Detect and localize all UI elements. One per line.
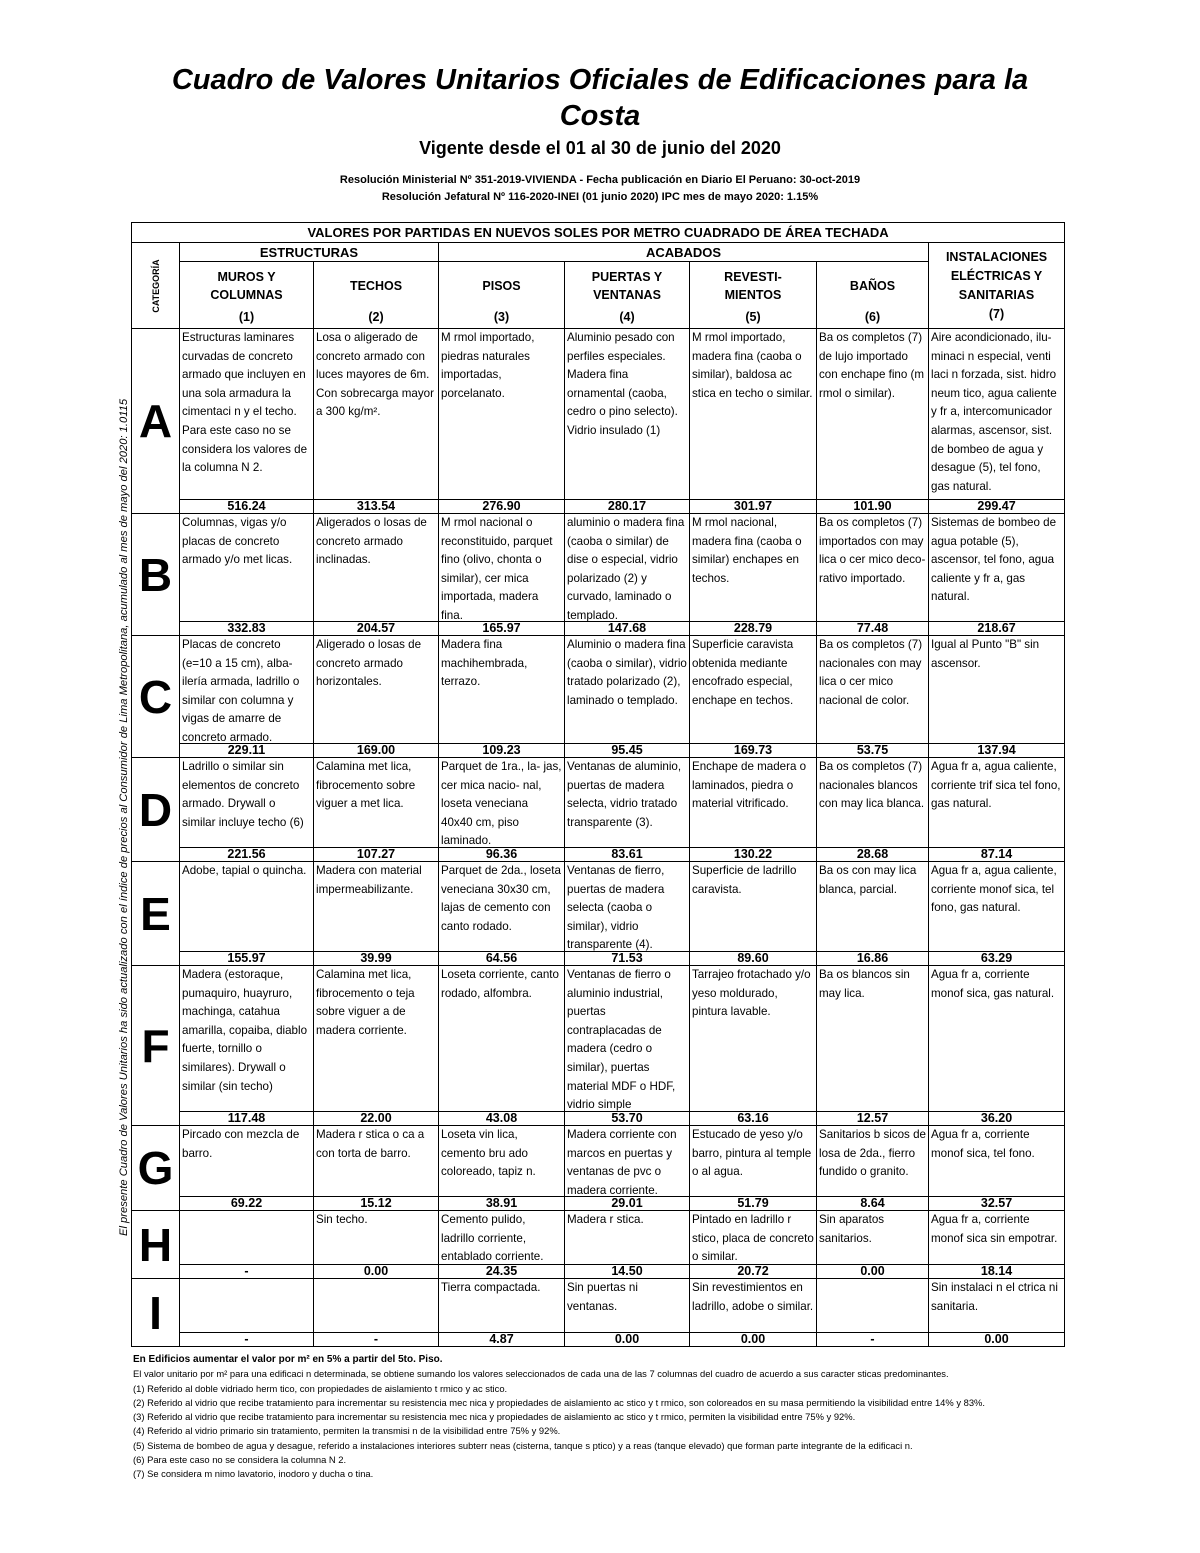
- description-cell: [690, 636, 817, 744]
- description-cell: [929, 862, 1065, 952]
- group-acabados: ACABADOS: [439, 243, 929, 262]
- value-cell: 229.11: [180, 744, 314, 758]
- value-cell: 83.61: [565, 848, 690, 862]
- description-text: Aligerados o losas de concreto armado inclinadas.: [316, 516, 427, 567]
- description-text: Ba os blancos sin may lica.: [819, 968, 910, 1000]
- footnote-line: (4) Referido al vidrio primario sin tratamiento, permiten la transmisi n de la visibilidad entre 75% y 92%.: [133, 1425, 561, 1437]
- footnote-line: (3) Referido al vidrio que recibe tratamiento para incrementar su resistencia mec nica y propiedades de aislamiento ac stico y t rmico, permiten la visibilidad entre 75% y 92%.: [133, 1411, 856, 1423]
- group-estructuras: ESTRUCTURAS: [180, 243, 439, 262]
- category-row-i: [132, 1279, 1065, 1333]
- description-text: Sin aparatos sanitarios.: [819, 1213, 885, 1245]
- value-row-c: [132, 744, 1065, 758]
- description-text: Ba os con may lica blanca, parcial.: [819, 864, 917, 896]
- value-cell: 89.60: [690, 952, 817, 966]
- category-row-f: [132, 966, 1065, 1112]
- description-cell: [439, 636, 565, 744]
- value-cell: 313.54: [314, 500, 439, 514]
- description-cell: [439, 514, 565, 622]
- description-cell: [180, 636, 314, 744]
- value-cell: 36.20: [929, 1112, 1065, 1126]
- column-header-6: [817, 262, 929, 329]
- value-row-a: [132, 500, 1065, 514]
- description-cell: [180, 966, 314, 1112]
- description-cell: [565, 636, 690, 744]
- category-row-g: [132, 1126, 1065, 1197]
- description-text: Tierra compactada.: [441, 1281, 541, 1294]
- value-cell: 299.47: [929, 500, 1065, 514]
- column-7-number: (7): [988, 306, 1005, 321]
- description-text: [819, 1279, 926, 1332]
- value-cell: -: [180, 1265, 314, 1279]
- description-text: Aluminio pesado con perfiles especiales. Madera fina ornamental (caoba, cedro o pino selecto). Vidrio insulado (1): [567, 331, 678, 437]
- value-cell: 64.56: [439, 952, 565, 966]
- description-cell: [180, 514, 314, 622]
- value-cell: 218.67: [929, 622, 1065, 636]
- description-cell: [439, 862, 565, 952]
- value-cell: 43.08: [439, 1112, 565, 1126]
- description-cell: [565, 966, 690, 1112]
- group-instalaciones: [929, 243, 1065, 329]
- footnote-line: (7) Se considera m nimo lavatorio, inodoro y ducha o tina.: [133, 1468, 374, 1480]
- description-text: Madera r stica o ca a con torta de barro.: [316, 1128, 425, 1160]
- category-header: [132, 243, 180, 329]
- description-text: M rmol nacional, madera fina (caoba o similar) enchapes en techos.: [692, 516, 802, 585]
- description-text: Agua fr a, corriente monof sica sin empotrar.: [931, 1213, 1058, 1245]
- description-cell: [180, 1126, 314, 1197]
- category-header-text: CATEGORÍA: [150, 258, 161, 313]
- description-cell: [180, 1211, 314, 1265]
- description-cell: [565, 1126, 690, 1197]
- footnote-line: El valor unitario por m² para una edificaci n determinada, se obtiene sumando los valores seleccionados de cada una de las 7 columnas del cuadro de acuerdo a sus caracter sticas predominantes.: [133, 1368, 949, 1380]
- column-header-3: [439, 262, 565, 329]
- footnote-line: (5) Sistema de bombeo de agua y desague, referido a instalaciones interiores subterr neas (cisterna, tanque s ptico) y a reas (tanque elevado) que forman parte integrante de la edificaci n.: [133, 1439, 913, 1451]
- description-cell: [439, 1211, 565, 1265]
- description-text: Cemento pulido, ladrillo corriente, entablado corriente.: [441, 1213, 544, 1264]
- column-header-number: (5): [745, 310, 761, 324]
- description-text: Sistemas de bombeo de agua potable (5), ascensor, tel fono, agua caliente y fr a, gas natural.: [931, 516, 1057, 604]
- value-cell: 87.14: [929, 848, 1065, 862]
- description-text: Sin revestimientos en ladrillo, adobe o similar.: [692, 1281, 814, 1313]
- value-cell: 8.64: [817, 1197, 929, 1211]
- description-cell: [439, 966, 565, 1112]
- description-cell: [929, 514, 1065, 622]
- resolution-ministerial: Resolución Ministerial Nº 351-2019-VIVIENDA - Fecha publicación en Diario El Peruano: 30-oct-2019: [339, 174, 861, 186]
- value-cell: 147.68: [565, 622, 690, 636]
- description-text: Sanitarios b sicos de losa de 2da., fierro fundido o granito.: [819, 1128, 926, 1179]
- description-text: Agua fr a, corriente monof sica, tel fono.: [931, 1128, 1035, 1160]
- description-cell: [314, 1279, 439, 1333]
- value-cell: 165.97: [439, 622, 565, 636]
- description-text: Calamina met lica, fibrocemento sobre viguer a met lica.: [316, 760, 416, 811]
- description-text: Agua fr a, corriente monof sica, gas natural.: [931, 968, 1055, 1000]
- description-text: Madera (estoraque, pumaquiro, huayruro, machinga, catahua amarilla, copaiba, diablo fuerte, tornillo o similares). Drywall o similar (sin techo): [182, 968, 308, 1093]
- column-header-name: PISOS: [482, 279, 521, 293]
- description-text: Ventanas de fierro o aluminio industrial, puertas contraplacadas de madera (cedro o similar), puertas material MDF o HDF, vidrio simple: [567, 968, 676, 1111]
- value-cell: 332.83: [180, 622, 314, 636]
- value-cell: 107.27: [314, 848, 439, 862]
- value-row-b: [132, 622, 1065, 636]
- value-row-e: [132, 952, 1065, 966]
- column-header-name: MUROS Y COLUMNAS: [210, 270, 283, 302]
- description-cell: [929, 329, 1065, 500]
- resolution-jefatural: Resolución Jefatural Nº 116-2020-INEI (01 junio 2020) IPC mes de mayo 2020: 1.15%: [381, 191, 819, 203]
- value-cell: 51.79: [690, 1197, 817, 1211]
- description-text: Ba os completos (7) de lujo importado con enchape fino (m rmol o similar).: [819, 331, 925, 400]
- description-cell: [180, 1279, 314, 1333]
- column-header-1: [180, 262, 314, 329]
- category-row-b: [132, 514, 1065, 622]
- footnote-line: En Edificios aumentar el valor por m² en 5% a partir del 5to. Piso.: [133, 1354, 443, 1365]
- description-text: Enchape de madera o laminados, piedra o material vitrificado.: [692, 760, 807, 811]
- description-cell: [565, 862, 690, 952]
- description-text: Losa o aligerado de concreto armado con luces mayores de 6m. Con sobrecarga mayor a 300 kg/m².: [316, 331, 434, 419]
- value-cell: 0.00: [565, 1333, 690, 1347]
- value-row-h: [132, 1265, 1065, 1279]
- description-cell: [314, 862, 439, 952]
- category-letter: A: [132, 329, 180, 514]
- description-text: Madera con material impermeabilizante.: [316, 864, 422, 896]
- description-text: Aligerado o losas de concreto armado horizontales.: [316, 638, 422, 689]
- description-text: Ladrillo o similar sin elementos de concreto armado. Drywall o similar incluye techo (6): [182, 760, 304, 829]
- value-cell: 0.00: [314, 1265, 439, 1279]
- value-cell: 24.35: [439, 1265, 565, 1279]
- description-text: Pintado en ladrillo r stico, placa de concreto o similar.: [692, 1213, 814, 1264]
- description-text: Estucado de yeso y/o barro, pintura al temple o al agua.: [692, 1128, 812, 1179]
- category-letter: B: [132, 514, 180, 636]
- column-header-name: REVESTI-MIENTOS: [724, 270, 782, 302]
- column-header-name: BAÑOS: [849, 279, 896, 293]
- description-cell: [690, 329, 817, 500]
- column-header-number: (3): [493, 310, 510, 324]
- description-cell: [314, 966, 439, 1112]
- category-letter: C: [132, 636, 180, 758]
- value-cell: 169.00: [314, 744, 439, 758]
- value-cell: 4.87: [439, 1333, 565, 1347]
- description-cell: [817, 329, 929, 500]
- value-cell: 32.57: [929, 1197, 1065, 1211]
- description-text: M rmol importado, madera fina (caoba o similar), baldosa ac stica en techo o similar.: [692, 331, 813, 400]
- value-cell: 71.53: [565, 952, 690, 966]
- value-cell: 69.22: [180, 1197, 314, 1211]
- footnote-line: (2) Referido al vidrio que recibe tratamiento para incrementar su resistencia mec nica y propiedades de aislamiento ac stico y t rmico, son coloreados en su masa permitiendo la visibilidad entre 14% y 83%.: [133, 1396, 985, 1408]
- description-cell: [314, 1211, 439, 1265]
- description-text: M rmol importado, piedras naturales importadas, porcelanato.: [441, 331, 535, 400]
- description-text: Madera corriente con marcos en puertas y ventanas de pvc o madera corriente.: [567, 1128, 677, 1196]
- description-text: Loseta vin lica, cemento bru ado coloreado, tapiz n.: [441, 1128, 536, 1179]
- description-cell: [690, 758, 817, 848]
- value-cell: 63.16: [690, 1112, 817, 1126]
- description-cell: [565, 329, 690, 500]
- description-text: Aire acondicionado, ilu- minaci n especial, venti laci n forzada, sist. hidro neum tico, agua caliente y fr a, intercomunicador alarmas, ascensor, sist. de bombeo de agua y desague (5), tel fono, gas natural.: [931, 331, 1057, 493]
- value-cell: 276.90: [439, 500, 565, 514]
- description-cell: [817, 1279, 929, 1333]
- description-cell: [565, 758, 690, 848]
- value-cell: 137.94: [929, 744, 1065, 758]
- description-cell: [929, 1211, 1065, 1265]
- value-cell: 169.73: [690, 744, 817, 758]
- description-text: Ventanas de fierro, puertas de madera selecta (caoba o similar), vidrio transparente (4).: [567, 864, 665, 951]
- column-header-2: [314, 262, 439, 329]
- description-text: Estructuras laminares curvadas de concreto armado que incluyen en una sola armadura la cimentaci n y el techo. Para este caso no se considera los valores de la columna N 2.: [182, 331, 308, 475]
- value-cell: 516.24: [180, 500, 314, 514]
- description-cell: [690, 1279, 817, 1333]
- description-text: Agua fr a, agua caliente, corriente trif sica tel fono, gas natural.: [931, 760, 1061, 811]
- description-text: [182, 1279, 311, 1332]
- description-text: [182, 1211, 311, 1264]
- description-cell: [929, 1279, 1065, 1333]
- description-cell: [690, 966, 817, 1112]
- description-cell: [690, 1126, 817, 1197]
- description-cell: [817, 966, 929, 1112]
- value-row-g: [132, 1197, 1065, 1211]
- value-cell: 15.12: [314, 1197, 439, 1211]
- category-letter: D: [132, 758, 180, 862]
- category-letter: I: [132, 1279, 180, 1347]
- value-cell: 280.17: [565, 500, 690, 514]
- column-header-number: (2): [368, 310, 384, 324]
- value-cell: 53.75: [817, 744, 929, 758]
- value-cell: 77.48: [817, 622, 929, 636]
- value-cell: 117.48: [180, 1112, 314, 1126]
- category-letter: E: [132, 862, 180, 966]
- description-cell: [690, 862, 817, 952]
- description-cell: [314, 636, 439, 744]
- description-cell: [314, 514, 439, 622]
- value-cell: 101.90: [817, 500, 929, 514]
- value-cell: 109.23: [439, 744, 565, 758]
- value-row-d: [132, 848, 1065, 862]
- column-header-number: (6): [864, 310, 881, 324]
- value-cell: 301.97: [690, 500, 817, 514]
- category-row-e: [132, 862, 1065, 952]
- category-letter: G: [132, 1126, 180, 1211]
- value-cell: 53.70: [565, 1112, 690, 1126]
- description-text: [316, 1279, 436, 1332]
- column-header-4: [565, 262, 690, 329]
- description-text: Sin techo.: [316, 1213, 368, 1226]
- description-cell: [929, 758, 1065, 848]
- description-cell: [817, 862, 929, 952]
- description-text: Parquet de 2da., loseta veneciana 30x30 cm, lajas de cemento con canto rodado.: [441, 864, 561, 933]
- value-cell: 22.00: [314, 1112, 439, 1126]
- description-cell: [690, 514, 817, 622]
- column-header-5: [690, 262, 817, 329]
- description-cell: [929, 636, 1065, 744]
- description-text: Superficie caravista obtenida mediante encofrado especial, enchape en techos.: [692, 638, 794, 707]
- description-text: Sin puertas ni ventanas.: [567, 1281, 638, 1313]
- description-cell: [817, 514, 929, 622]
- category-row-h: [132, 1211, 1065, 1265]
- page-title: [100, 62, 1100, 134]
- description-text: Ventanas de aluminio, puertas de madera selecta, vidrio tratado transparente (3).: [567, 760, 682, 829]
- description-text: Adobe, tapial o quincha.: [182, 864, 307, 877]
- value-row-i: [132, 1333, 1065, 1347]
- description-text: Agua fr a, agua caliente, corriente monof sica, tel fono, gas natural.: [931, 864, 1057, 915]
- value-cell: 12.57: [817, 1112, 929, 1126]
- description-text: Calamina met lica, fibrocemento o teja sobre viguer a de madera corriente.: [316, 968, 415, 1037]
- footnotes: [133, 1353, 1073, 1482]
- description-cell: [180, 329, 314, 500]
- description-cell: [929, 1126, 1065, 1197]
- description-text: Ba os completos (7) importados con may lica o cer mico deco- rativo importado.: [819, 516, 926, 585]
- value-row-f: [132, 1112, 1065, 1126]
- value-cell: 221.56: [180, 848, 314, 862]
- description-cell: [314, 329, 439, 500]
- description-text: Placas de concreto (e=10 a 15 cm), alba- ilería armada, ladrillo o similar con columna y vigas de amarre de concreto armado.: [182, 638, 300, 743]
- description-cell: [439, 1126, 565, 1197]
- description-text: Tarrajeo frotachado y/o yeso moldurado, pintura lavable.: [692, 968, 811, 1019]
- description-text: Madera fina machihembrada, terrazo.: [441, 638, 528, 689]
- value-cell: 63.29: [929, 952, 1065, 966]
- value-cell: 16.86: [817, 952, 929, 966]
- title-line-2: Costa: [559, 100, 641, 132]
- value-cell: -: [314, 1333, 439, 1347]
- description-cell: [439, 329, 565, 500]
- value-cell: 228.79: [690, 622, 817, 636]
- value-cell: 0.00: [929, 1333, 1065, 1347]
- value-cell: 96.36: [439, 848, 565, 862]
- description-text: Madera r stica.: [567, 1213, 644, 1226]
- description-cell: [314, 758, 439, 848]
- description-text: Igual al Punto "B" sin ascensor.: [931, 638, 1040, 670]
- value-cell: 0.00: [690, 1333, 817, 1347]
- value-cell: 155.97: [180, 952, 314, 966]
- description-cell: [817, 758, 929, 848]
- value-cell: -: [817, 1333, 929, 1347]
- values-table: [131, 222, 1065, 1347]
- description-text: Loseta corriente, canto rodado, alfombra.: [441, 968, 559, 1000]
- side-note-text: El presente Cuadro de Valores Unitarios ha sido actualizado con el índice de precios al Consumidor de Lima Metropolitana, acumulado al mes de mayo del 2020: 1.0115: [118, 398, 130, 1236]
- value-cell: 20.72: [690, 1265, 817, 1279]
- description-cell: [817, 1126, 929, 1197]
- description-cell: [439, 758, 565, 848]
- value-cell: 130.22: [690, 848, 817, 862]
- column-header-number: (4): [619, 310, 635, 324]
- column-header-name: PUERTAS Y VENTANAS: [591, 270, 663, 302]
- category-letter: F: [132, 966, 180, 1126]
- title-line-1: Cuadro de Valores Unitarios Oficiales de Edificaciones para la: [171, 64, 1029, 96]
- value-cell: 39.99: [314, 952, 439, 966]
- description-text: Sin instalaci n el ctrica ni sanitaria.: [931, 1281, 1058, 1313]
- value-cell: 95.45: [565, 744, 690, 758]
- value-cell: 14.50: [565, 1265, 690, 1279]
- description-cell: [314, 1126, 439, 1197]
- description-text: Pircado con mezcla de barro.: [182, 1128, 300, 1160]
- description-text: Columnas, vigas y/o placas de concreto armado y/o met licas.: [182, 516, 293, 567]
- category-row-c: [132, 636, 1065, 744]
- description-cell: [690, 1211, 817, 1265]
- description-cell: [817, 636, 929, 744]
- value-cell: 18.14: [929, 1265, 1065, 1279]
- description-text: Superficie de ladrillo caravista.: [692, 864, 797, 896]
- description-text: M rmol nacional o reconstituido, parquet fino (olivo, chonta o similar), cer mica importada, madera fina.: [441, 516, 553, 621]
- description-cell: [565, 514, 690, 622]
- description-text: Aluminio o madera fina (caoba o similar), vidrio tratado polarizado (2), laminado o templado.: [567, 638, 687, 707]
- page-subtitle: Vigente desde el 01 al 30 de junio del 2020: [419, 138, 781, 158]
- description-cell: [439, 1279, 565, 1333]
- value-cell: -: [180, 1333, 314, 1347]
- category-row-d: [132, 758, 1065, 848]
- category-letter: H: [132, 1211, 180, 1279]
- value-cell: 0.00: [817, 1265, 929, 1279]
- category-row-a: [132, 329, 1065, 500]
- column-header-name: TECHOS: [349, 279, 403, 293]
- description-text: aluminio o madera fina (caoba o similar) de dise o especial, vidrio polarizado (2) y curvado, laminado o templado.: [567, 516, 685, 621]
- footnote-line: (1) Referido al doble vidriado herm tico, con propiedades de aislamiento t rmico y ac stico.: [133, 1382, 508, 1394]
- value-cell: 28.68: [817, 848, 929, 862]
- value-cell: 38.91: [439, 1197, 565, 1211]
- description-cell: [929, 966, 1065, 1112]
- group-instalaciones-label: INSTALACIONES ELÉCTRICAS Y SANITARIAS: [945, 249, 1048, 302]
- value-cell: 29.01: [565, 1197, 690, 1211]
- value-cell: 204.57: [314, 622, 439, 636]
- description-cell: [180, 862, 314, 952]
- description-cell: [180, 758, 314, 848]
- footnote-line: (6) Para este caso no se considera la columna N 2.: [133, 1454, 347, 1466]
- description-cell: [565, 1279, 690, 1333]
- description-text: Ba os completos (7) nacionales blancos con may lica blanca.: [819, 760, 925, 811]
- column-header-number: (1): [238, 310, 255, 324]
- description-cell: [817, 1211, 929, 1265]
- description-text: Parquet de 1ra., la- jas, cer mica nacio- nal, loseta veneciana 40x40 cm, piso laminado.: [441, 760, 562, 847]
- description-text: Ba os completos (7) nacionales con may lica o cer mico nacional de color.: [819, 638, 923, 707]
- table-top-header: VALORES POR PARTIDAS EN NUEVOS SOLES POR METRO CUADRADO DE ÁREA TECHADA: [132, 223, 1065, 243]
- description-cell: [565, 1211, 690, 1265]
